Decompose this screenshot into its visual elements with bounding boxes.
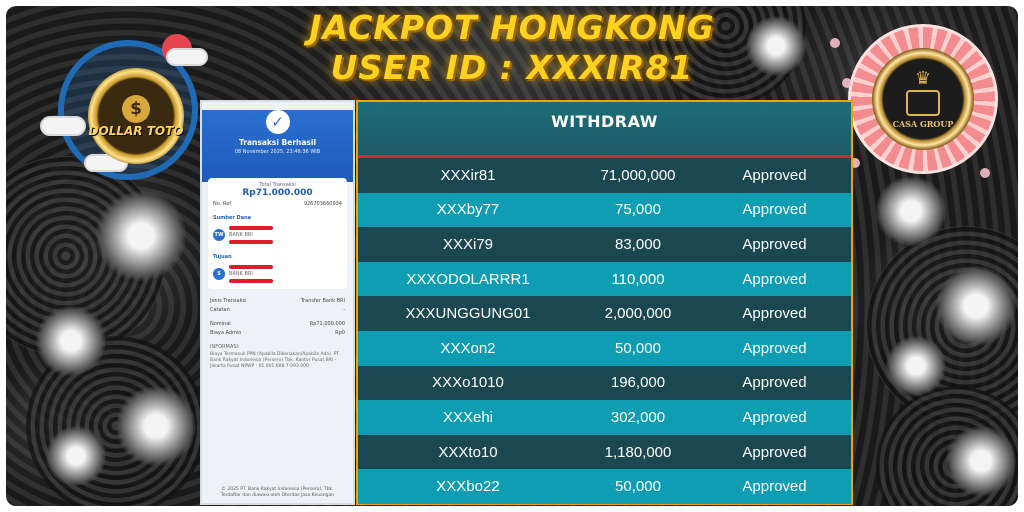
source-label: Sumber Dana <box>213 215 252 221</box>
table-row <box>358 296 851 331</box>
cell-amount: 50,000 <box>615 339 661 357</box>
dest-label: Tujuan <box>213 254 232 260</box>
detail-row: Jenis Transaksi Transfer Bank BRI <box>210 298 345 304</box>
check-icon: ✓ <box>266 110 290 134</box>
cell-status: Approved <box>742 443 807 461</box>
withdraw-table <box>356 100 853 505</box>
table-row <box>358 193 851 228</box>
cell-user: XXXehi <box>442 408 494 426</box>
source-avatar: TW <box>213 229 225 241</box>
info-text: Biaya Termasuk PPN (Apabila Dikenakan/Apabila Ada). PT. Bank Rakyat Indonesia (Persero) Tbk. Kantor Pusat BRI - Jakarta Pusat NPWP : 01.001.608.7-093.000 <box>210 352 341 369</box>
cell-status: Approved <box>742 374 807 392</box>
title-line-2: USER ID : XXXIR81 <box>330 48 694 87</box>
bg-flower <box>36 306 106 376</box>
cell-status: Approved <box>742 201 807 219</box>
receipt-status: Transaksi Berhasil <box>238 138 317 147</box>
cell-status: Approved <box>742 235 807 253</box>
redacted-bar <box>229 265 273 269</box>
redacted-bar <box>229 279 273 283</box>
cell-user: XXXby77 <box>436 201 500 219</box>
table-row <box>358 469 851 504</box>
cell-user: XXXo1010 <box>432 374 504 392</box>
cell-amount: 110,000 <box>611 270 665 288</box>
bg-flower <box>936 266 1016 346</box>
cell-status: Approved <box>742 408 807 426</box>
detail-row: Nominal Rp71.000.000 <box>210 321 345 327</box>
cell-amount: 2,000,000 <box>604 305 672 323</box>
ref-row <box>213 201 342 207</box>
table-row <box>358 400 851 435</box>
cell-user: XXXUNGGUNG01 <box>405 305 531 323</box>
cloud-icon <box>40 116 86 136</box>
table-row <box>358 158 851 193</box>
left-brand-text: DOLLAR TOTO <box>88 123 184 138</box>
cell-user: XXXi79 <box>442 235 494 253</box>
transfer-receipt <box>200 100 355 505</box>
dest-bank: BANK BRI <box>229 271 253 277</box>
receipt-datetime: 08 November 2025, 23:46:36 WIB <box>234 149 321 155</box>
cell-amount: 50,000 <box>615 478 661 496</box>
cell-amount: 71,000,000 <box>600 166 676 184</box>
cloud-icon <box>166 48 208 66</box>
redacted-bar <box>229 226 273 230</box>
detail-row: Catatan - <box>210 307 345 313</box>
ref-label: No. Ref <box>213 201 231 207</box>
dollar-toto-logo <box>54 30 204 180</box>
cell-user: XXXir81 <box>440 166 496 184</box>
cell-amount: 196,000 <box>610 374 666 392</box>
bg-flower <box>96 191 186 281</box>
table-row <box>358 435 851 470</box>
source-party <box>213 224 342 246</box>
cell-user: XXXODOLARRR1 <box>406 270 530 288</box>
receipt-footer: © 2025 PT. Bank Rakyat Indonesia (Persero), Tbk. Terdaftar dan diawasi oleh Otoritas Jasa Keuangan <box>220 487 335 498</box>
cell-user: XXXto10 <box>438 443 498 461</box>
blossom-icon <box>830 38 840 48</box>
dollar-icon: $ <box>122 95 150 123</box>
cell-status: Approved <box>742 478 807 496</box>
blossom-icon <box>980 168 990 178</box>
receipt-card <box>208 178 347 289</box>
crown-icon: ♛ <box>914 67 932 89</box>
receipt-details <box>202 289 353 370</box>
cell-amount: 75,000 <box>615 201 661 219</box>
bg-flower <box>886 336 946 396</box>
cell-user: XXXon2 <box>440 339 496 357</box>
table-row <box>358 262 851 297</box>
table-row <box>358 331 851 366</box>
receipt-header <box>202 110 353 182</box>
bg-flower <box>946 426 1016 496</box>
cell-status: Approved <box>742 166 807 184</box>
redacted-bar <box>229 240 273 244</box>
table-header <box>358 102 851 158</box>
cell-status: Approved <box>742 305 807 323</box>
ref-value: 926703660934 <box>303 201 342 207</box>
shield-icon <box>906 90 940 116</box>
detail-row: Biaya Admin Rp0 <box>210 330 345 336</box>
dest-party <box>213 263 342 285</box>
source-bank: BANK BRI <box>229 232 253 238</box>
info-label: INFORMASI: <box>210 344 240 350</box>
coin-emblem <box>88 68 184 164</box>
cell-amount: 302,000 <box>610 408 666 426</box>
table-row <box>358 227 851 262</box>
dest-avatar: S <box>213 268 225 280</box>
bg-flower <box>116 386 196 466</box>
blossom-icon <box>842 78 852 88</box>
total-amount: Rp71.000.000 <box>242 188 313 198</box>
total-label: Total Transaksi <box>259 182 296 188</box>
title-line-1: JACKPOT HONGKONG <box>309 8 715 47</box>
table-title: WITHDRAW <box>551 112 658 131</box>
casa-badge <box>872 48 974 150</box>
table-row <box>358 366 851 401</box>
right-brand-text: CASA GROUP <box>892 118 954 129</box>
cell-status: Approved <box>742 270 807 288</box>
bg-flower <box>46 426 106 486</box>
cell-user: XXXbo22 <box>436 478 500 496</box>
cell-amount: 1,180,000 <box>604 443 672 461</box>
cell-status: Approved <box>742 339 807 357</box>
cell-amount: 83,000 <box>615 235 661 253</box>
